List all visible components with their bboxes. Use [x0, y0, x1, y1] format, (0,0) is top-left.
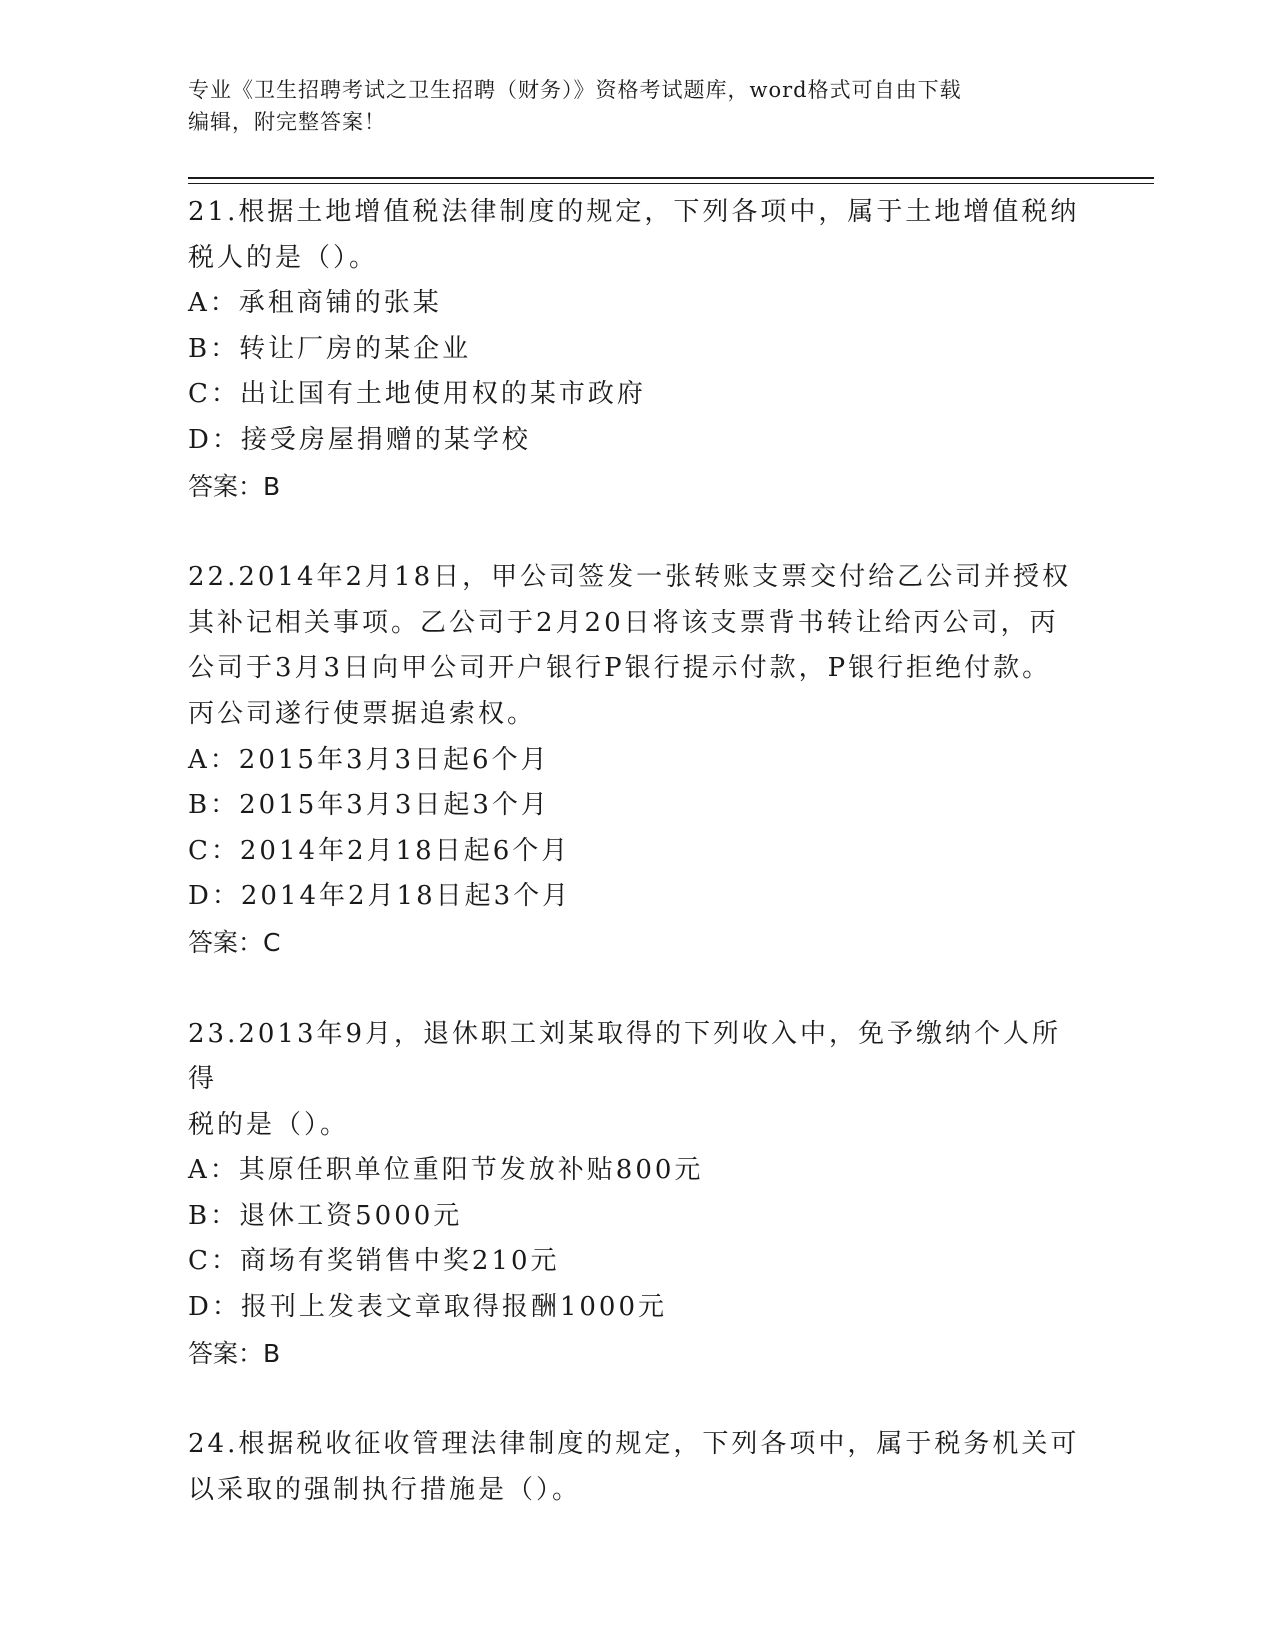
question-stem: [188, 190, 1088, 281]
question-stem: [188, 1012, 1088, 1149]
answer: 答案：C: [188, 927, 281, 957]
option-a: A：其原任职单位重阳节发放补贴800元: [188, 1155, 704, 1186]
option-c: C：出让国有土地使用权的某市政府: [188, 379, 646, 410]
option-d: D：报刊上发表文章取得报酬1000元: [188, 1292, 668, 1323]
stem-line: 其补记相关事项。乙公司于2月20日将该支票背书转让给丙公司，丙: [188, 607, 1059, 638]
stem-line: 公司于3月3日向甲公司开户银行P银行提示付款，P银行拒绝付款。: [188, 653, 1052, 684]
option-b: B：退休工资5000元: [188, 1200, 463, 1231]
option-d: D：2014年2月18日起3个月: [188, 881, 572, 912]
stem-line: 税人的是（）。: [188, 242, 379, 273]
option-a: A：承租商铺的张某: [188, 288, 442, 319]
header-divider-thin: [188, 183, 1154, 184]
stem-line: 以采取的强制执行措施是（）。: [188, 1474, 582, 1505]
header-line-1: 专业《卫生招聘考试之卫生招聘（财务）》资格考试题库，word格式可自由下载: [188, 78, 962, 102]
header-divider-thick: [188, 177, 1154, 179]
option-b: B：2015年3月3日起3个月: [188, 790, 550, 821]
stem-line: 24.根据税收征收管理法律制度的规定，下列各项中，属于税务机关可: [188, 1429, 1080, 1460]
question-22: [188, 555, 1088, 965]
option-c: C：2014年2月18日起6个月: [188, 835, 571, 866]
document-header: [188, 74, 1088, 138]
option-a: A：2015年3月3日起6个月: [188, 744, 550, 775]
stem-line: 22.2014年2月18日，甲公司签发一张转账支票交付给乙公司并授权: [188, 562, 1072, 593]
answer: 答案：B: [188, 471, 281, 501]
stem-line: 23.2013年9月，退休职工刘某取得的下列收入中，免予缴纳个人所得: [188, 1018, 1062, 1095]
question-24: [188, 1422, 1088, 1513]
option-c: C：商场有奖销售中奖210元: [188, 1246, 560, 1277]
stem-line: 税的是（）。: [188, 1109, 350, 1140]
question-stem: [188, 1422, 1088, 1513]
question-21: [188, 190, 1088, 509]
answer: 答案：B: [188, 1338, 281, 1368]
stem-line: 丙公司遂行使票据追索权。: [188, 698, 537, 729]
question-list: [188, 190, 1088, 1559]
option-d: D：接受房屋捐赠的某学校: [188, 424, 531, 455]
question-stem: [188, 555, 1088, 737]
question-23: [188, 1012, 1088, 1377]
option-b: B：转让厂房的某企业: [188, 333, 472, 364]
header-line-2: 编辑，附完整答案！: [188, 110, 386, 134]
stem-line: 21.根据土地增值税法律制度的规定，下列各项中，属于土地增值税纳: [188, 197, 1080, 227]
